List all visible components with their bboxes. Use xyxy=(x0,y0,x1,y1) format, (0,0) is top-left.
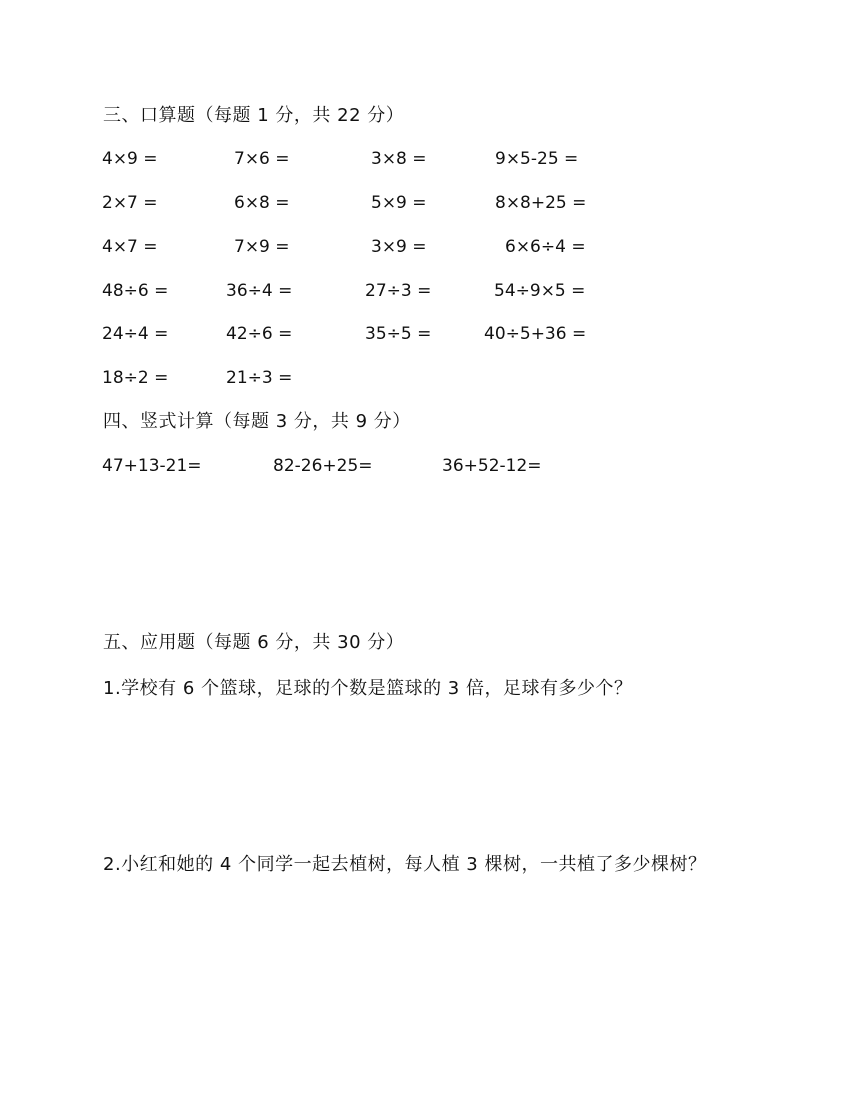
mental-math-row xyxy=(0,146,860,172)
mental-math-problem: 7×6 = xyxy=(234,149,290,169)
mental-math-problem: 3×9 = xyxy=(371,237,427,257)
mental-math-problem: 3×8 = xyxy=(371,149,427,169)
mental-math-problem: 40÷5+36 = xyxy=(484,324,587,344)
mental-math-problem: 36÷4 = xyxy=(226,281,293,301)
mental-math-problem: 4×7 = xyxy=(102,237,158,257)
mental-math-problem: 54÷9×5 = xyxy=(494,281,586,301)
mental-math-row xyxy=(0,278,860,304)
vertical-calc-problem: 36+52-12= xyxy=(442,456,542,476)
mental-math-problem: 21÷3 = xyxy=(226,368,293,388)
word-problem-1: 1.学校有 6 个篮球，足球的个数是篮球的 3 倍，足球有多少个？ xyxy=(103,678,633,699)
vertical-calc-problem: 47+13-21= xyxy=(102,456,202,476)
mental-math-row xyxy=(0,365,860,391)
mental-math-problem: 9×5-25 = xyxy=(495,149,579,169)
word-problem-2: 2.小红和她的 4 个同学一起去植树，每人植 3 棵树，一共植了多少棵树？ xyxy=(103,854,707,875)
mental-math-problem: 6×6÷4 = xyxy=(505,237,586,257)
mental-math-problem: 27÷3 = xyxy=(365,281,432,301)
mental-math-problem: 6×8 = xyxy=(234,193,290,213)
mental-math-problem: 4×9 = xyxy=(102,149,158,169)
section-4-heading: 四、竖式计算（每题 3 分，共 9 分） xyxy=(103,411,411,432)
mental-math-row xyxy=(0,234,860,260)
section-3-heading: 三、口算题（每题 1 分，共 22 分） xyxy=(103,105,405,126)
mental-math-problem: 35÷5 = xyxy=(365,324,432,344)
mental-math-row xyxy=(0,321,860,347)
mental-math-problem: 18÷2 = xyxy=(102,368,169,388)
mental-math-problem: 5×9 = xyxy=(371,193,427,213)
vertical-calc-row xyxy=(0,453,860,479)
vertical-calc-problem: 82-26+25= xyxy=(273,456,373,476)
mental-math-problem: 2×7 = xyxy=(102,193,158,213)
mental-math-problem: 48÷6 = xyxy=(102,281,169,301)
mental-math-problem: 24÷4 = xyxy=(102,324,169,344)
mental-math-problem: 42÷6 = xyxy=(226,324,293,344)
mental-math-problem: 8×8+25 = xyxy=(495,193,587,213)
mental-math-row xyxy=(0,190,860,216)
mental-math-problem: 7×9 = xyxy=(234,237,290,257)
section-5-heading: 五、应用题（每题 6 分，共 30 分） xyxy=(103,632,405,653)
